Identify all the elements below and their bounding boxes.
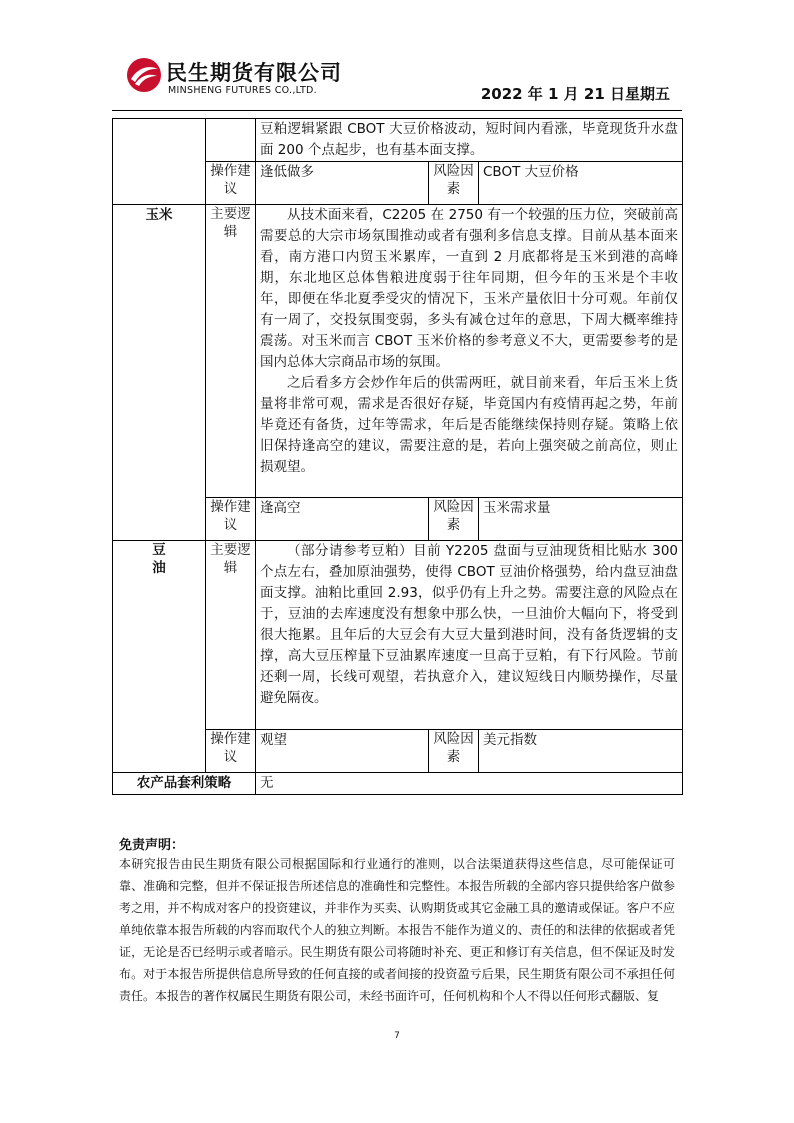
- risk-factor-label: 风险因素: [429, 498, 479, 541]
- soyoil-logic-row: [113, 541, 683, 730]
- soymeal-category-cell: [113, 119, 206, 205]
- corn-logic-paragraph-1: 从技术面来看，C2205 在 2750 有一个较强的压力位，突破前高需要总的大宗市场氛围推动或者有强利多信息支撑。目前从基本面来看，南方港口内贸玉米累库，一直到 2 月底都将是玉米到港的高峰期，东北地区总体售粮进度弱于往年同期，但今年的玉米是个丰收年，即便在华北夏季受灾的情况下，玉米产量依旧十分可观。年前仅有一周了，交投氛围变弱，多头有减仓过年的意思，下周大概率维持震荡。对玉米而言 CBOT 玉米价格的参考意义不大，更需要参考的是国内总体大宗商品市场的氛围。: [260, 207, 679, 370]
- soymeal-advice-value: 逢低做多: [256, 162, 429, 205]
- corn-logic-text: [256, 205, 683, 498]
- soyoil-category: 豆油: [113, 541, 206, 773]
- soymeal-risk-value: CBOT 大豆价格: [479, 162, 683, 205]
- report-date: 2022 年 1 月 21 日星期五: [480, 85, 670, 103]
- corn-category: 玉米: [113, 205, 206, 541]
- header-divider: [112, 110, 682, 111]
- corn-logic-paragraph-2: 之后看多方会炒作年后的供需两旺，就目前来看，年后玉米上货量将非常可观，需求是否很好存疑，毕竟国内有疫情再起之势，年前毕竟还有备货，过年等需求，年后是否能继续保持则存疑。策略上依旧保持逢高空的建议，需要注意的是，若向上强突破之前高位，则止损观望。: [260, 375, 679, 475]
- soymeal-logic-label-cell: [206, 119, 256, 162]
- soyoil-advice-value: 观望: [256, 730, 429, 773]
- strategy-label: 农产品套利策略: [113, 773, 256, 795]
- minsheng-logo-icon: [126, 57, 162, 93]
- corn-logic-row: [113, 205, 683, 498]
- main-logic-label: 主要逻辑: [206, 205, 256, 498]
- disclaimer-title: 免责声明：: [119, 838, 185, 853]
- disclaimer-body: 本研究报告由民生期货有限公司根据国际和行业通行的准则，以合法渠道获得这些信息，尽可能保证可靠、准确和完整，但并不保证报告所述信息的准确性和完整性。本报告所载的全部内容只提供给客户做参考之用，并不构成对客户的投资建议，并非作为买卖、认购期货或其它金融工具的邀请或保证。客户不应单纯依靠本报告所载的内容而取代个人的独立判断。本报告不能作为道义的、责任的和法律的依据或者凭证，无论是否已经明示或者暗示。民生期货有限公司将随时补充、更正和修订有关信息，但不保证及时发布。对于本报告所提供信息所导致的任何直接的或者间接的投资盈亏后果，民生期货有限公司不承担任何责任。本报告的著作权属民生期货有限公司，未经书面许可，任何机构和个人不得以任何形式翻版、复: [119, 857, 675, 1003]
- corn-advice-value: 逢高空: [256, 498, 429, 541]
- logo-chinese-name: 民生期货有限公司: [166, 61, 342, 85]
- soymeal-logic-text: 豆粕逻辑紧跟 CBOT 大豆价格波动，短时间内看涨，毕竟现货升水盘面 200 个点起步，也有基本面支撑。: [256, 119, 683, 162]
- risk-factor-label: 风险因素: [429, 730, 479, 773]
- op-advice-label: 操作建议: [206, 162, 256, 205]
- strategy-value: 无: [256, 773, 683, 795]
- risk-factor-label: 风险因素: [429, 162, 479, 205]
- soyoil-risk-value: 美元指数: [479, 730, 683, 773]
- company-logo: [126, 55, 366, 101]
- soymeal-logic-row: [113, 119, 683, 162]
- page-number: 7: [394, 1031, 400, 1041]
- corn-risk-value: 玉米需求量: [479, 498, 683, 541]
- main-logic-label: 主要逻辑: [206, 541, 256, 730]
- analysis-table: [112, 118, 683, 795]
- logo-english-name: MINSHENG FUTURES CO.,LTD.: [168, 85, 317, 96]
- op-advice-label: 操作建议: [206, 730, 256, 773]
- soyoil-logic-text: （部分请参考豆粕）目前 Y2205 盘面与豆油现货相比贴水 300 个点左右，叠加原油强势，使得 CBOT 豆油价格强势，给内盘豆油盘面支撑。油粕比重回 2.93，似乎仍有上升之势。需要注意的风险点在于，豆油的去库速度没有想象中那么快，一旦油价大幅向下，将受到很大拖累。且年后的大豆会有大豆大量到港时间，没有备货逻辑的支撑，高大豆压榨量下豆油累库速度一旦高于豆粕，有下行风险。节前还剩一周，长线可观望，若执意介入，建议短线日内顺势操作，尽量避免隔夜。: [256, 541, 683, 730]
- arbitrage-strategy-row: [113, 773, 683, 795]
- op-advice-label: 操作建议: [206, 498, 256, 541]
